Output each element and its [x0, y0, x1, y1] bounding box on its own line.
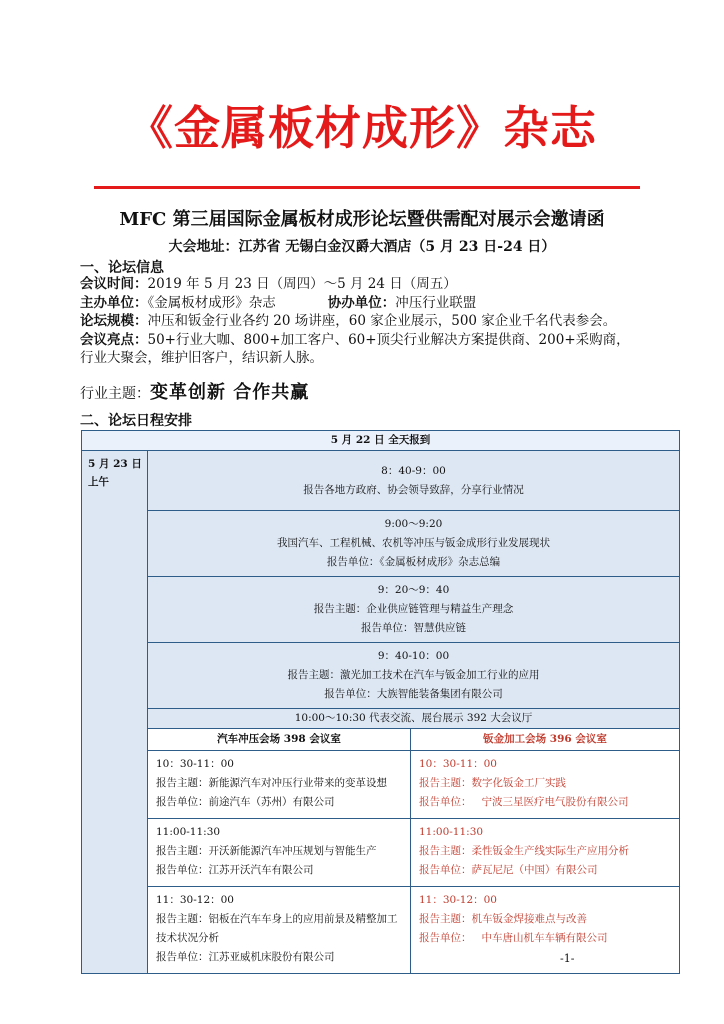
- schedule-table: [81, 430, 680, 974]
- info-host: 主办单位：《金属板材成形》杂志 协办单位：冲压行业联盟: [80, 294, 477, 311]
- slot-3: 9：20～9：40 报告主题：企业供应链管理与精益生产理念 报告单位：智慧供应链: [148, 577, 680, 643]
- page-number: -1-: [560, 952, 575, 965]
- info-highlight: 会议亮点：50+行业大咖、800+加工客户、60+顶尖行业解决方案提供商、200+采购商，: [80, 331, 630, 348]
- session-right-3: 11：30-12：00 报告主题：机车钣金焊接难点与改善 报告单位： 中车唐山机车车辆有限公司: [411, 887, 680, 974]
- venue-sheet-metal: 钣金加工会场 396 会议室: [411, 729, 680, 751]
- industry-theme: 行业主题：变革创新 合作共赢: [80, 382, 310, 403]
- venue-line: 大会地址：江苏省 无锡白金汉爵大酒店（5 月 23 日-24 日）: [168, 239, 556, 255]
- session-left-1: 10：30-11：00 报告主题：新能源汽车对冲压行业带来的变革设想 报告单位：前途汽车（苏州）有限公司: [148, 751, 411, 819]
- slot-4: 9：40-10：00 报告主题：激光加工技术在汽车与钣金加工行业的应用 报告单位：大族智能装备集团有限公司: [148, 643, 680, 709]
- slot-1: 8：40-9：00 报告各地方政府、协会领导致辞，分享行业情况: [148, 451, 680, 511]
- section-heading-info: 一、论坛信息: [80, 260, 164, 276]
- page-title: MFC 第三届国际金属板材成形论坛暨供需配对展示会邀请函: [119, 209, 605, 230]
- info-time: 会议时间：2019 年 5 月 23 日（周四）～5 月 24 日（周五）: [80, 276, 457, 292]
- session-right-2: 11:00-11:30 报告主题：柔性钣金生产线实际生产应用分析 报告单位：萨瓦尼尼（中国）有限公司: [411, 819, 680, 887]
- session-right-1: 10：30-11：00 报告主题：数字化钣金工厂实践 报告单位： 宁波三星医疗电气股份有限公司: [411, 751, 680, 819]
- day1-header: 5 月 22 日 全天报到: [82, 431, 680, 451]
- masthead-divider: [94, 186, 640, 189]
- session-left-2: 11:00-11:30 报告主题：开沃新能源汽车冲压规划与智能生产 报告单位：江苏开沃汽车有限公司: [148, 819, 411, 887]
- masthead-title: 《金属板材成形》杂志: [127, 101, 597, 155]
- section-heading-schedule: 二、论坛日程安排: [80, 413, 192, 429]
- venue-auto-stamping: 汽车冲压会场 398 会议室: [148, 729, 411, 751]
- day2-label: 5 月 23 日 上午: [82, 451, 148, 974]
- info-highlight-cont: 行业大聚会，维护旧客户，结识新人脉。: [80, 350, 323, 366]
- break-row: 10:00～10:30 代表交流、展台展示 392 大会议厅: [148, 709, 680, 729]
- session-left-3: 11：30-12：00 报告主题：铝板在汽车车身上的应用前景及精整加工 技术状况分析 报告单位：江苏亚威机床股份有限公司: [148, 887, 411, 974]
- info-scale: 论坛规模：冲压和钣金行业各约 20 场讲座，60 家企业展示，500 家企业千名代表参会。: [80, 313, 617, 329]
- forum-info: [80, 275, 670, 368]
- slot-2: 9:00～9:20 我国汽车、工程机械、农机等冲压与钣金成形行业发展现状 报告单位：《金属板材成形》杂志总编: [148, 511, 680, 577]
